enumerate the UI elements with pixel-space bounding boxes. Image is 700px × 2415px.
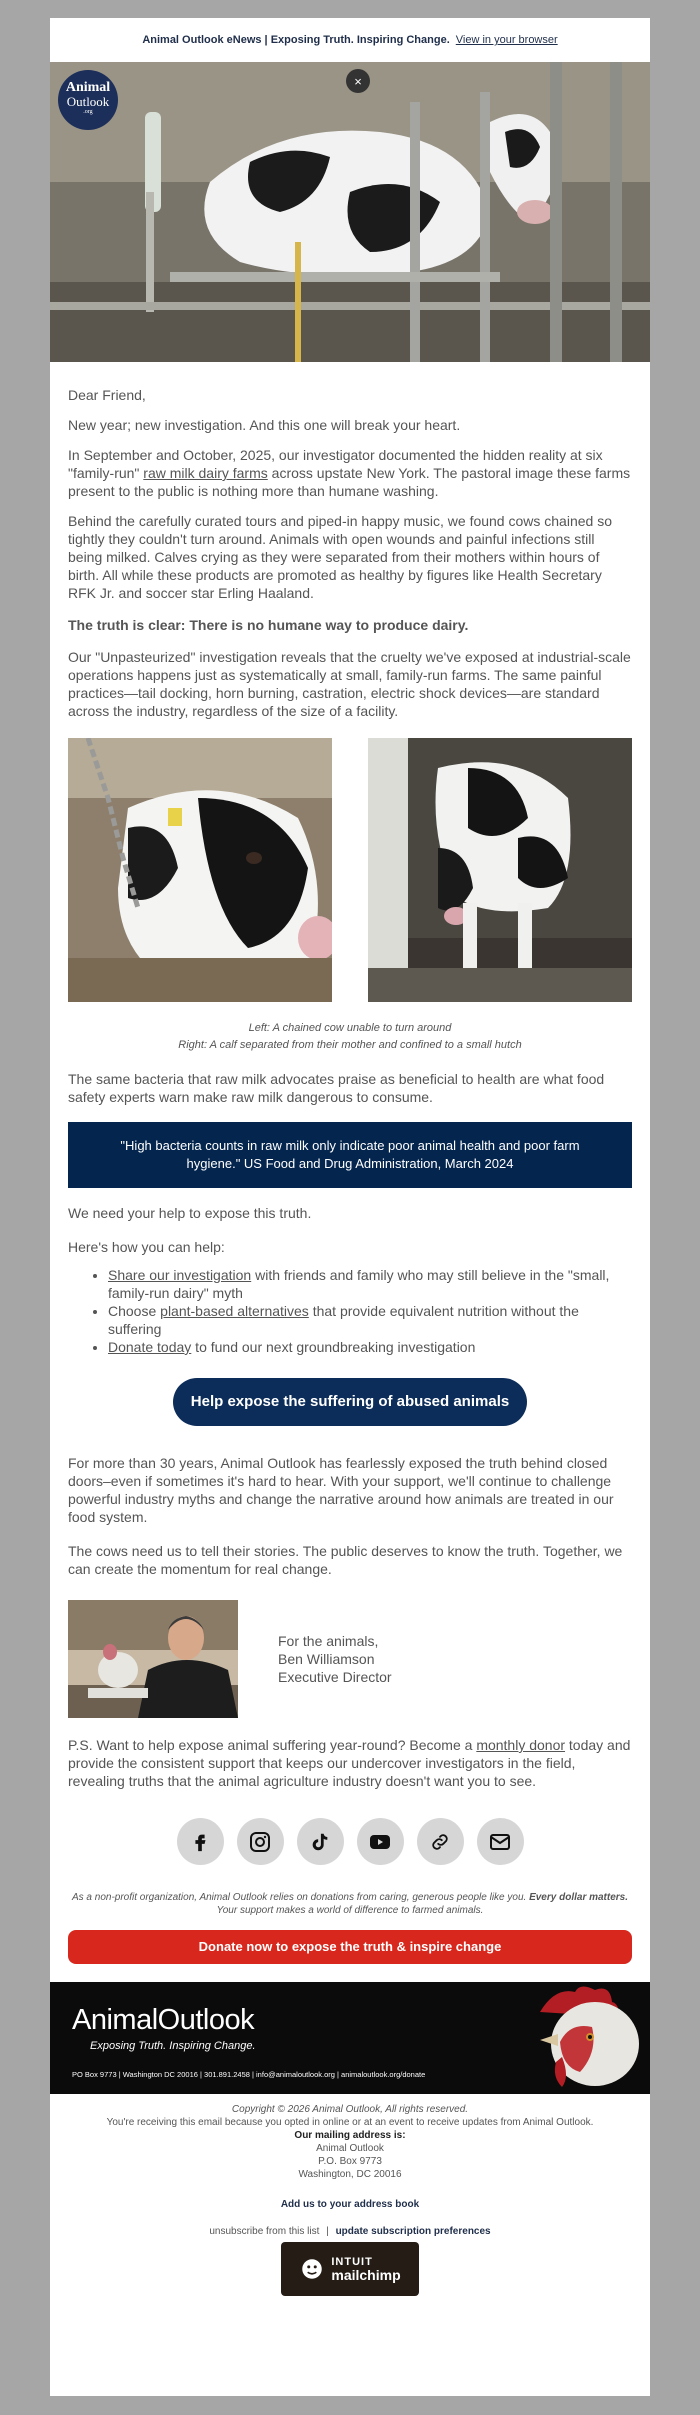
- subscription-links: [50, 2226, 650, 2237]
- photo-caption: [68, 1020, 632, 1054]
- mailing-line-1: Animal Outlook: [316, 2143, 384, 2154]
- bacteria-paragraph: The same bacteria that raw milk advocates praise as beneficial to health are what food safety experts warn make raw milk dangerous to consume.: [68, 1071, 605, 1105]
- closing: For the animals,: [278, 1633, 379, 1649]
- unsubscribe-link[interactable]: unsubscribe from this list: [209, 2226, 320, 2237]
- signature-block: [68, 1600, 632, 1718]
- footer-tagline: Exposing Truth. Inspiring Change.: [90, 2040, 256, 2052]
- facebook-icon[interactable]: [177, 1818, 224, 1865]
- plant-based-link[interactable]: plant-based alternatives: [160, 1303, 309, 1319]
- hero-cow-photo: [50, 62, 650, 362]
- caption-right: Right: A calf separated from their mother and confined to a small hutch: [178, 1039, 522, 1051]
- raw-milk-farms-link[interactable]: raw milk dairy farms: [143, 465, 268, 481]
- link-separator: |: [326, 2226, 329, 2237]
- monthly-donor-link[interactable]: monthly donor: [476, 1737, 566, 1753]
- truth-statement: The truth is clear: There is no humane way to produce dairy.: [68, 617, 469, 633]
- investigation-paragraph: In September and October, 2025, our investigator documented the hidden reality at six "family-run" raw milk dairy farms across upstate New York. The pastoral image these farms present to the public is nothing more than humane washing.: [68, 447, 631, 499]
- copyright: Copyright © 2026 Animal Outlook, All rights reserved.: [231, 2104, 469, 2115]
- close-icon[interactable]: ×: [346, 69, 370, 93]
- caption-left: Left: A chained cow unable to turn around: [248, 1022, 452, 1034]
- preheader-title: Animal Outlook eNews | Exposing Truth. Inspiring Change.: [142, 34, 450, 46]
- youtube-icon[interactable]: [357, 1818, 404, 1865]
- fda-quote-box: "High bacteria counts in raw milk only indicate poor animal health and poor farm hygiene." US Food and Drug Administration, March 2024: [68, 1122, 632, 1188]
- email-icon[interactable]: [477, 1818, 524, 1865]
- stories-paragraph: The cows need us to tell their stories. The public deserves to know the truth. Together, we can create the momentum for real change.: [68, 1543, 623, 1577]
- help-paragraph: We need your help to expose this truth.: [68, 1205, 312, 1221]
- mailing-line-2: P.O. Box 9773: [318, 2156, 382, 2167]
- footer-logo: AnimalOutlook: [72, 2004, 255, 2036]
- logo-line-3: .org: [83, 109, 93, 115]
- hero-image: [50, 62, 650, 362]
- share-investigation-link[interactable]: Share our investigation: [108, 1267, 252, 1283]
- logo-line-2: Outlook: [66, 94, 110, 109]
- tiktok-icon[interactable]: [297, 1818, 344, 1865]
- help-list: [68, 1266, 632, 1356]
- social-links: [50, 1818, 650, 1865]
- chained-cow-photo: [68, 738, 332, 1002]
- signer-name: Ben Williamson: [278, 1651, 375, 1667]
- footer-contact: PO Box 9773 | Washington DC 20016 | 301.891.2458 | info@animaloutlook.org | animaloutlook.org/donate: [72, 2070, 426, 2079]
- mailing-line-3: Washington, DC 20016: [298, 2169, 402, 2180]
- footer-banner: [50, 1982, 650, 2094]
- findings-paragraph: Behind the carefully curated tours and piped-in happy music, we found cows chained so tightly they couldn't turn around. Animals with open wounds and painful infections still being milked. Calves crying as they were separated from their mothers within hours of birth. All while these products are promoted as healthy by figures like Health Secretary RFK Jr. and soccer star Erling Haaland.: [68, 513, 612, 601]
- mailchimp-logo-icon: [299, 2256, 325, 2282]
- list-item: • Choose plant-based alternatives that provide equivalent nutrition without the suffering: [108, 1302, 632, 1338]
- ps-paragraph: P.S. Want to help expose animal suffering year-round? Become a monthly donor today and provide the consistent support that keeps our undercover investigators in the field, revealing truths that the animal agriculture industry doesn't want you to see.: [68, 1737, 631, 1789]
- instagram-icon[interactable]: [237, 1818, 284, 1865]
- opt-in-reason: You're receiving this email because you opted in online or at an event to receive updates from Animal Outlook.: [106, 2117, 594, 2128]
- history-paragraph: For more than 30 years, Animal Outlook has fearlessly exposed the truth behind closed doors–even if sometimes it's hard to hear. With your support, we'll continue to challenge powerful industry myths and change the narrative around how animals are treated in our food system.: [68, 1455, 614, 1525]
- update-preferences-link[interactable]: update subscription preferences: [335, 2226, 491, 2237]
- mailchimp-badge[interactable]: [281, 2242, 419, 2296]
- animal-outlook-logo: [58, 70, 118, 130]
- donate-today-link[interactable]: Donate today: [108, 1339, 192, 1355]
- donate-now-button[interactable]: Donate now to expose the truth & inspire change: [68, 1930, 632, 1964]
- intro-paragraph: New year; new investigation. And this one will break your heart.: [68, 417, 461, 433]
- mailchimp-label: mailchimp: [331, 2266, 401, 2283]
- add-to-address-book-link[interactable]: Add us to your address book: [280, 2199, 420, 2210]
- rooster-image: [500, 1982, 650, 2094]
- letter-body: [50, 386, 650, 1790]
- mailing-heading: Our mailing address is:: [294, 2130, 406, 2141]
- how-to-help-heading: Here's how you can help:: [68, 1239, 225, 1255]
- photo-pair: [68, 738, 632, 1002]
- greeting: Dear Friend,: [68, 387, 146, 403]
- list-item: • Donate today to fund our next groundbreaking investigation: [108, 1338, 632, 1356]
- ben-williamson-photo: [68, 1600, 238, 1718]
- intuit-label: INTUIT: [331, 2255, 373, 2268]
- legal-footer: [50, 2103, 650, 2181]
- unpasteurized-paragraph: Our "Unpasteurized" investigation reveals that the cruelty we've exposed at industrial-scale operations happens just as systematically at small, family-run farms. The same painful practices—tail docking, horn burning, castration, electric shock devices—are standard across the industry, regardless of the size of a facility.: [68, 649, 631, 719]
- view-in-browser-link[interactable]: View in your browser: [455, 34, 558, 46]
- list-item: • Share our investigation with friends and family who may still believe in the "small, family-run dairy" myth: [108, 1266, 632, 1302]
- signature-text: [278, 1632, 392, 1686]
- logo-line-1: Animal: [65, 80, 111, 95]
- cta-wrapper: [68, 1378, 632, 1426]
- nonprofit-disclaimer: As a non-profit organization, Animal Outlook relies on donations from caring, generous people like you. Every dollar matters. Your support makes a world of difference to farmed animals.: [71, 1892, 629, 1916]
- signer-title: Executive Director: [278, 1669, 392, 1685]
- link-icon[interactable]: [417, 1818, 464, 1865]
- expose-suffering-button[interactable]: Help expose the suffering of abused animals: [173, 1378, 527, 1426]
- email-container: [50, 18, 650, 2396]
- preheader: [50, 18, 650, 62]
- calf-in-hutch-photo: [368, 738, 632, 1002]
